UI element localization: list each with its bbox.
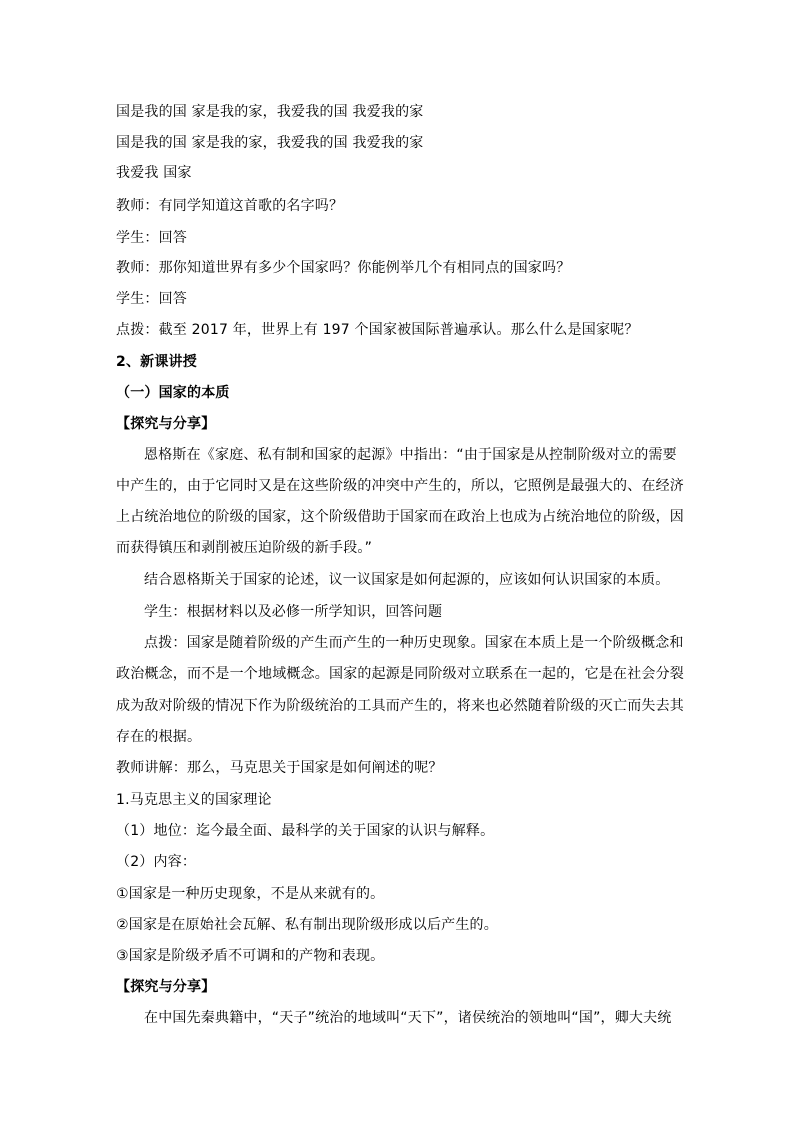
content-point-1: ①国家是一种历史现象，不是从来就有的。 (116, 886, 385, 902)
engels-quote-line-2: 中产生的，由于它同时又是在这些阶级的冲突中产生的，所以，它照例是最强大的、在经济 (116, 478, 684, 494)
discussion-prompt: 结合恩格斯关于国家的论述，议一议国家是如何起源的，应该如何认识国家的本质。 (144, 572, 670, 588)
engels-quote-line-1: 恩格斯在《家庭、私有制和国家的起源》中指出：“由于国家是从控制阶级对立的需要 (144, 447, 677, 463)
marxist-theory-heading: 1.马克思主义的国家理论 (116, 792, 272, 808)
pre-qin-text-line-1: 在中国先秦典籍中，“天子”统治的地域叫“天下”，诸侯统治的领地叫“国”，卿大夫统 (144, 1010, 672, 1026)
song-lyric-line-3: 我爱我 国家 (116, 165, 192, 181)
teacher-explanation: 教师讲解：那么，马克思关于国家是如何阐述的呢？ (116, 760, 443, 776)
theory-content-heading: （2）内容： (116, 854, 197, 870)
guidance-2-line-2: 政治概念，而不是一个地域概念。国家的起源是同阶级对立联系在一起的，它是在社会分裂 (116, 666, 684, 682)
song-lyric-line-2: 国是我的国 家是我的家，我爱我的国 我爱我的家 (116, 135, 424, 151)
student-answer-2: 学生：回答 (116, 291, 187, 307)
explore-share-heading-2: 【探究与分享】 (116, 979, 216, 995)
content-point-2: ②国家是在原始社会瓦解、私有制出现阶级形成以后产生的。 (116, 917, 498, 933)
student-answer-3: 学生：根据材料以及必修一所学知识，回答问题 (144, 604, 443, 620)
explore-share-heading-1: 【探究与分享】 (116, 416, 216, 432)
guidance-1: 点拨：截至 2017 年，世界上有 197 个国家被国际普遍承认。那么什么是国家呢？ (116, 322, 639, 338)
subsection-heading-nature: （一）国家的本质 (116, 385, 230, 401)
engels-quote-line-3: 上占统治地位的阶级的国家，这个阶级借助于国家而在政治上也成为占统治地位的阶级，因 (116, 509, 684, 525)
guidance-2-line-1: 点拨：国家是随着阶级的产生而产生的一种历史现象。国家在本质上是一个阶级概念和 (144, 635, 684, 651)
content-point-3: ③国家是阶级矛盾不可调和的产物和表现。 (116, 948, 385, 964)
student-answer-1: 学生：回答 (116, 230, 187, 246)
theory-status: （1）地位：迄今最全面、最科学的关于国家的认识与解释。 (116, 823, 495, 839)
guidance-2-line-3: 成为敌对阶级的情况下作为阶级统治的工具而产生的，将来也必然随着阶级的灭亡而失去其 (116, 698, 684, 714)
engels-quote-line-4: 而获得镇压和剥削被压迫阶级的新手段。” (116, 540, 373, 556)
guidance-2-line-4: 存在的根据。 (116, 729, 202, 745)
teacher-question-1: 教师：有同学知道这首歌的名字吗？ (116, 198, 344, 214)
song-lyric-line-1: 国是我的国 家是我的家，我爱我的国 我爱我的家 (116, 104, 424, 120)
teacher-question-2: 教师：那你知道世界有多少个国家吗？你能例举几个有相同点的国家吗？ (116, 260, 571, 276)
section-heading-new-lesson: 2、新课讲授 (116, 354, 197, 370)
